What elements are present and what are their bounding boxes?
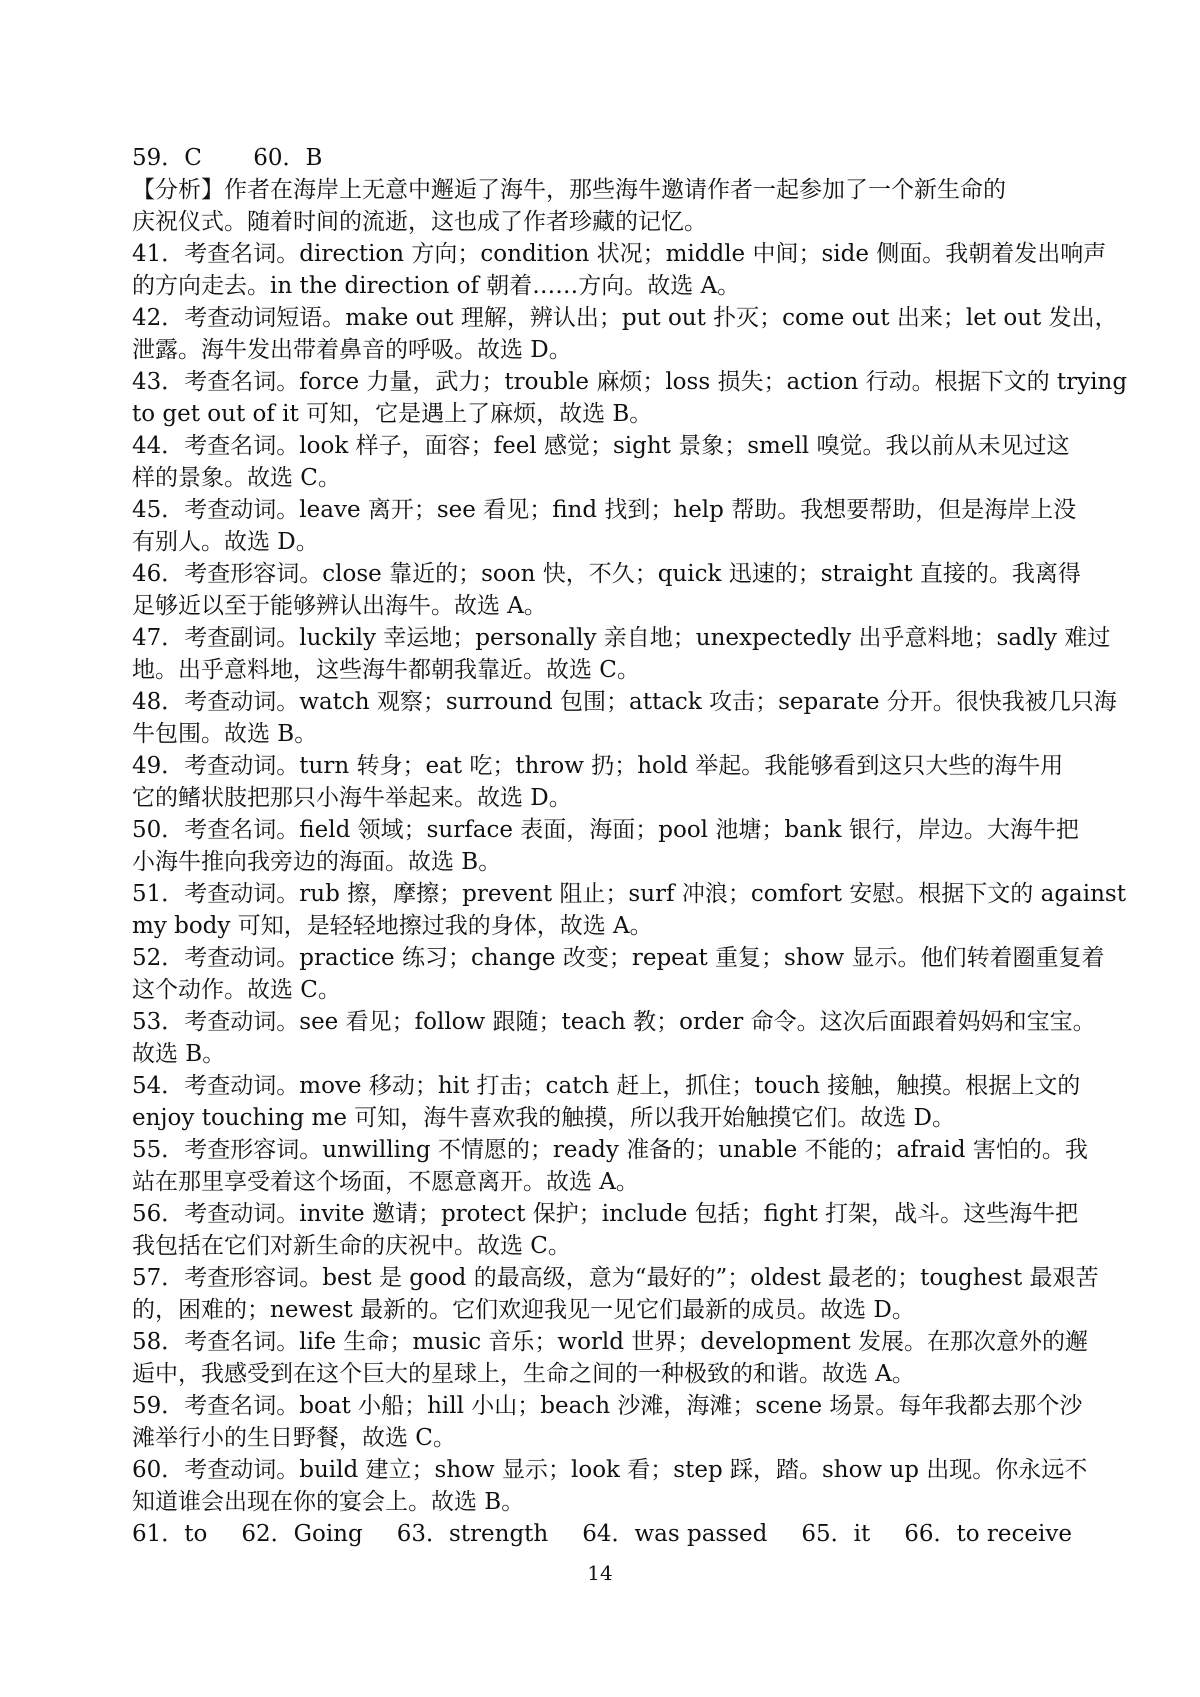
answer-66: 66．to receive [904,1521,1072,1547]
explanation-line: 54．考查动词。move 移动；hit 打击；catch 赶上，抓住；touch 接触，触摸。根据上文的 [132,1073,1081,1099]
answers-row-top [132,142,1082,174]
explanation-49 [132,750,1082,814]
answer-63: 63．strength [396,1521,549,1547]
explanation-line: 故选 B。 [132,1041,226,1067]
explanation-42 [132,302,1118,366]
analysis-paragraph [132,174,1082,238]
explanation-line: my body 可知，是轻轻地擦过我的身体，故选 A。 [132,913,653,939]
explanation-line: 56．考查动词。invite 邀请；protect 保护；include 包括；fight 打架，战斗。这些海牛把 [132,1201,1079,1227]
explanation-line: 50．考查名词。field 领域；surface 表面，海面；pool 池塘；bank 银行，岸边。大海牛把 [132,817,1079,843]
answer-60: 60．B [253,145,323,171]
explanation-line: 知道谁会出现在你的宴会上。故选 B。 [132,1489,525,1515]
explanation-line: enjoy touching me 可知，海牛喜欢我的触摸，所以我开始触摸它们。故选 D。 [132,1105,955,1131]
explanation-44 [132,430,1082,494]
explanation-line: 57．考查形容词。best 是 good 的最高级，意为“最好的”；oldest 最老的；toughest 最艰苦 [132,1265,1099,1291]
explanation-line: 41．考查名词。direction 方向；condition 状况；middle 中间；side 侧面。我朝着发出响声 [132,241,1107,267]
answers-row-bottom [132,1518,1072,1550]
explanation-line: 的，困难的；newest 最新的。它们欢迎我见一见它们最新的成员。故选 D。 [132,1297,915,1323]
explanation-line: 58．考查名词。life 生命；music 音乐；world 世界；development 发展。在那次意外的邂 [132,1329,1088,1355]
explanation-line: 42．考查动词短语。make out 理解，辨认出；put out 扑灭；come out 出来；let out 发出， [132,305,1118,331]
explanation-line: 我包括在它们对新生命的庆祝中。故选 C。 [132,1233,571,1259]
explanation-line: 48．考查动词。watch 观察；surround 包围；attack 攻击；separate 分开。很快我被几只海 [132,689,1117,715]
explanation-43 [132,366,1128,430]
explanation-47 [132,622,1111,686]
explanation-48 [132,686,1117,750]
explanation-line: 47．考查副词。luckily 幸运地；personally 亲自地；unexpectedly 出乎意料地；sadly 难过 [132,625,1111,651]
explanation-56 [132,1198,1082,1262]
answer-61: 61．to [132,1521,208,1547]
explanation-line: 地。出乎意料地，这些海牛都朝我靠近。故选 C。 [132,657,640,683]
explanation-line: 45．考查动词。leave 离开；see 看见；find 找到；help 帮助。我想要帮助，但是海岸上没 [132,497,1077,523]
explanation-line: 60．考查动词。build 建立；show 显示；look 看；step 踩，踏。show up 出现。你永远不 [132,1457,1088,1483]
explanation-line: 泄露。海牛发出带着鼻音的呼吸。故选 D。 [132,337,572,363]
explanation-line: 46．考查形容词。close 靠近的；soon 快，不久；quick 迅速的；straight 直接的。我离得 [132,561,1081,587]
explanation-54 [132,1070,1082,1134]
explanation-line: 逅中，我感受到在这个巨大的星球上，生命之间的一种极致的和谐。故选 A。 [132,1361,915,1387]
page-number: 14 [587,1561,613,1585]
answer-62: 62．Going [241,1521,363,1547]
explanation-line: 43．考查名词。force 力量，武力；trouble 麻烦；loss 损失；action 行动。根据下文的 trying [132,369,1128,395]
explanation-line: 59．考查名词。boat 小船；hill 小山；beach 沙滩，海滩；scene 场景。每年我都去那个沙 [132,1393,1083,1419]
analysis-line: 庆祝仪式。随着时间的流逝，这也成了作者珍藏的记忆。 [132,209,707,235]
explanation-51 [132,878,1126,942]
explanation-line: 有别人。故选 D。 [132,529,319,555]
explanation-46 [132,558,1082,622]
explanation-line: 站在那里享受着这个场面，不愿意离开。故选 A。 [132,1169,639,1195]
explanation-55 [132,1134,1088,1198]
document-page [132,142,1128,1550]
analysis-line: 【分析】作者在海岸上无意中邂逅了海牛，那些海牛邀请作者一起参加了一个新生命的 [132,177,1006,203]
explanation-52 [132,942,1105,1006]
explanation-line: 44．考查名词。look 样子，面容；feel 感觉；sight 景象；smell 嗅觉。我以前从未见过这 [132,433,1070,459]
answer-64: 64．was passed [582,1521,768,1547]
explanation-line: 牛包围。故选 B。 [132,721,318,747]
explanation-line: 52．考查动词。practice 练习；change 改变；repeat 重复；show 显示。他们转着圈重复着 [132,945,1105,971]
explanation-line: 它的鳍状肢把那只小海牛举起来。故选 D。 [132,785,572,811]
explanation-58 [132,1326,1088,1390]
explanation-50 [132,814,1082,878]
explanation-line: 53．考查动词。see 看见；follow 跟随；teach 教；order 命令。这次后面跟着妈妈和宝宝。 [132,1009,1096,1035]
explanation-line: 样的景象。故选 C。 [132,465,341,491]
explanation-line: 49．考查动词。turn 转身；eat 吃；throw 扔；hold 举起。我能够看到这只大些的海牛用 [132,753,1064,779]
explanation-line: 的方向走去。in the direction of 朝着……方向。故选 A。 [132,273,741,299]
explanation-45 [132,494,1082,558]
explanation-line: 55．考查形容词。unwilling 不情愿的；ready 准备的；unable 不能的；afraid 害怕的。我 [132,1137,1088,1163]
explanation-line: 足够近以至于能够辨认出海牛。故选 A。 [132,593,547,619]
explanation-line: 小海牛推向我旁边的海面。故选 B。 [132,849,502,875]
explanation-60 [132,1454,1088,1518]
explanation-57 [132,1262,1099,1326]
explanation-59 [132,1390,1082,1454]
answer-65: 65．it [801,1521,871,1547]
answer-59: 59．C [132,145,202,171]
explanation-list [132,238,1128,1518]
explanation-line: 51．考查动词。rub 擦，摩擦；prevent 阻止；surf 冲浪；comfort 安慰。根据下文的 against [132,881,1126,907]
explanation-53 [132,1006,1096,1070]
explanation-41 [132,238,1107,302]
explanation-line: 这个动作。故选 C。 [132,977,341,1003]
explanation-line: 滩举行小的生日野餐，故选 C。 [132,1425,456,1451]
explanation-line: to get out of it 可知，它是遇上了麻烦，故选 B。 [132,401,653,427]
